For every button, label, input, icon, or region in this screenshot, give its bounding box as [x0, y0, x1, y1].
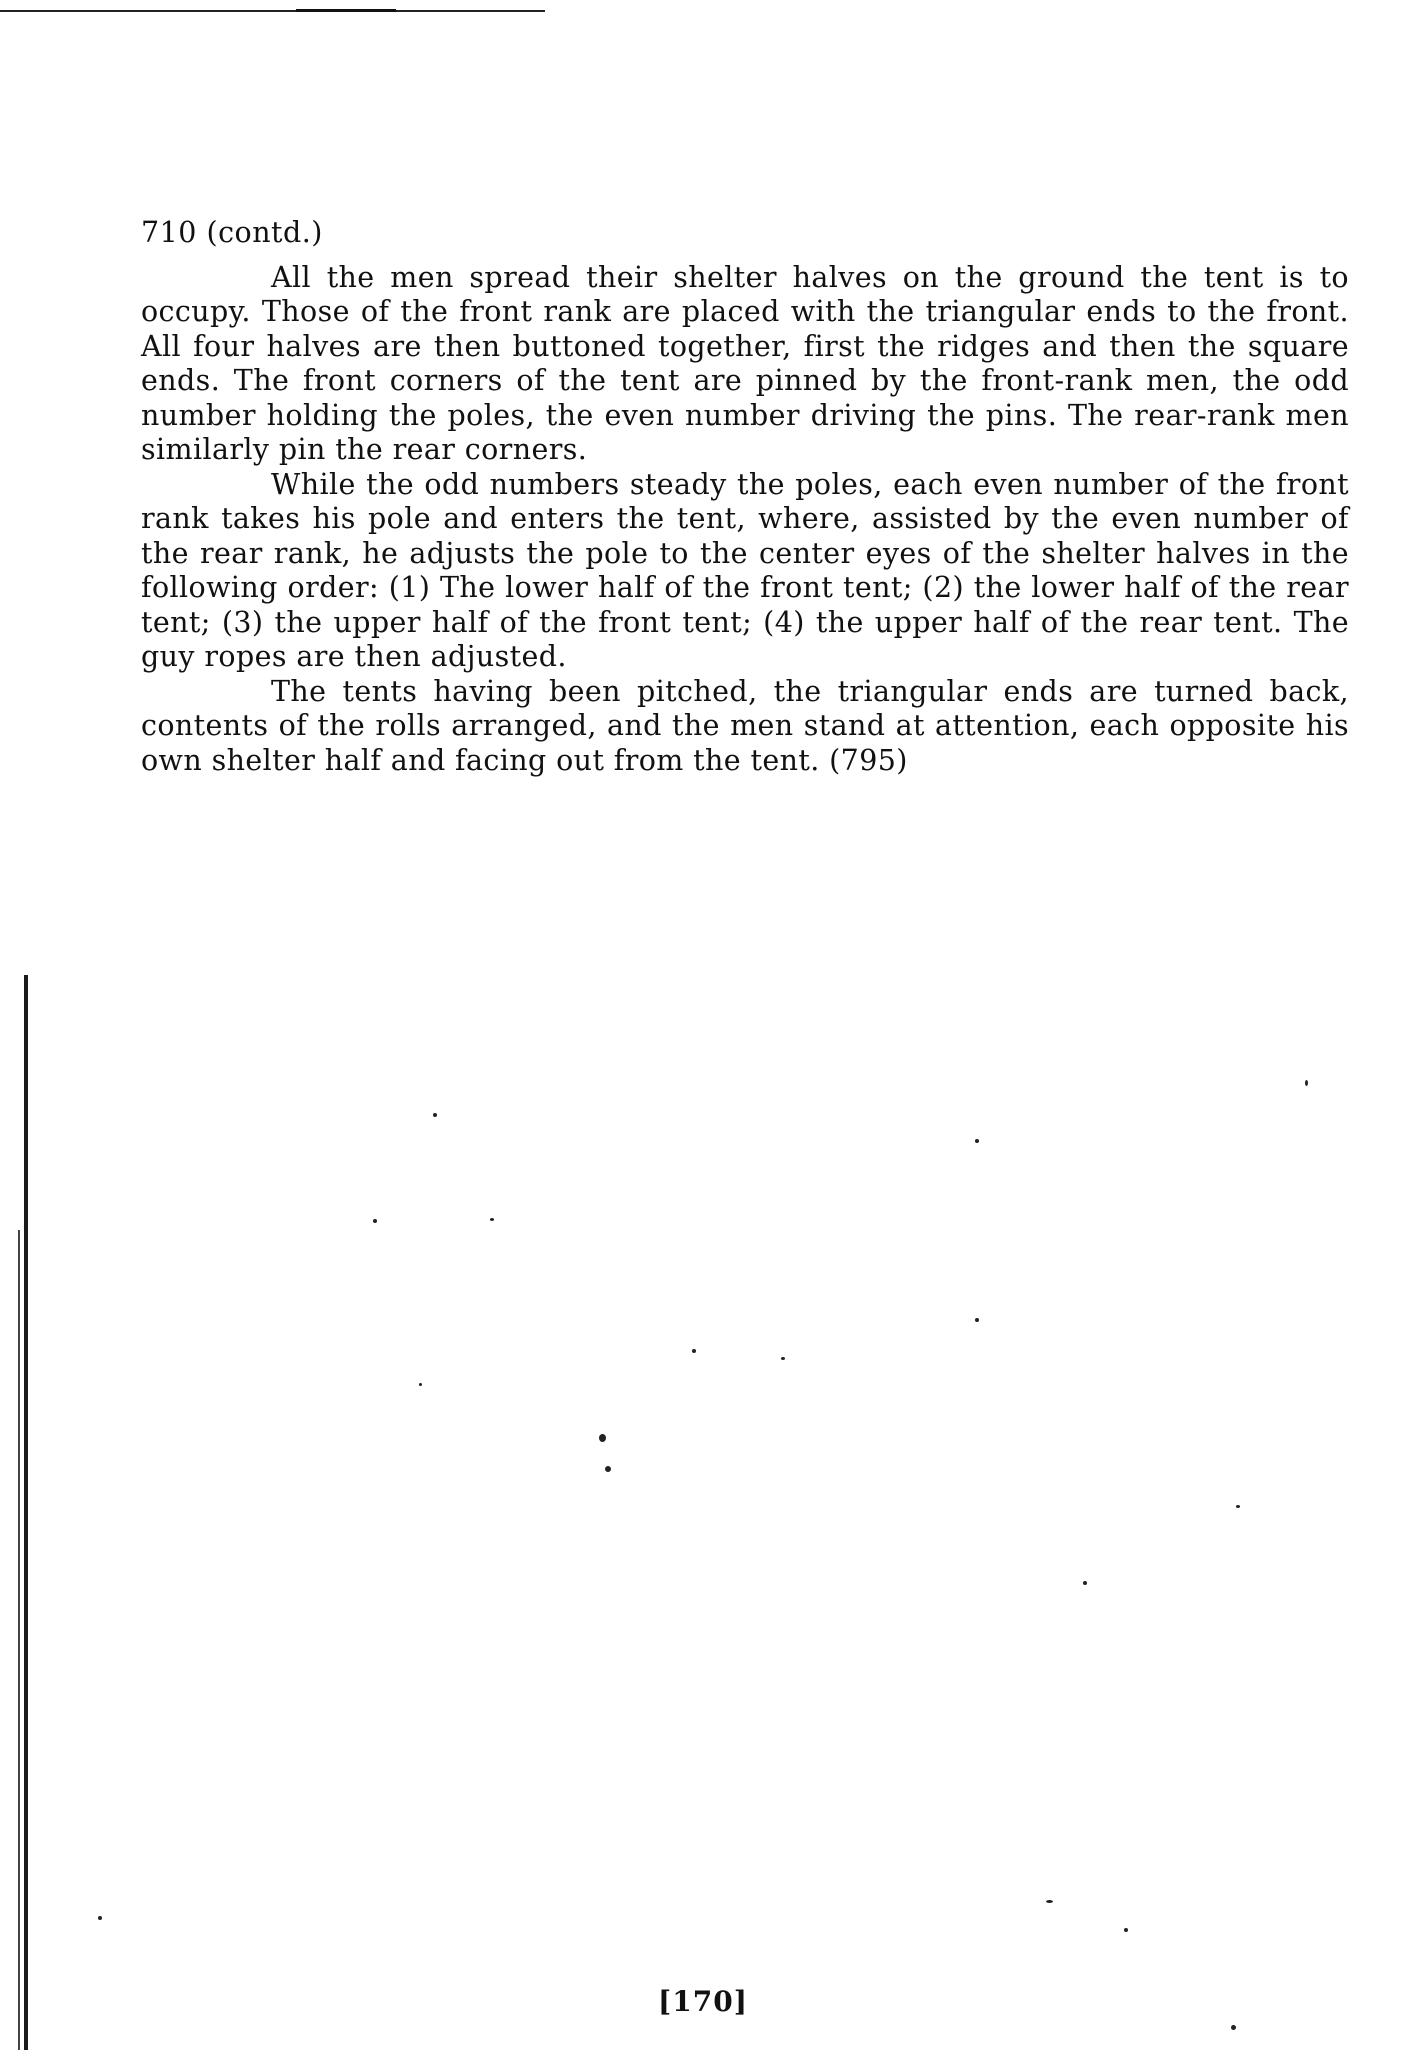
scan-speck	[1124, 1928, 1128, 1932]
top-rule-accent	[296, 9, 396, 12]
scan-speck	[1083, 1581, 1087, 1585]
top-rule	[0, 10, 545, 12]
scan-speck	[419, 1383, 422, 1386]
scan-left-edge	[24, 975, 28, 2050]
scan-speck	[373, 1219, 377, 1223]
page-number: [170]	[658, 1985, 748, 2018]
paragraph-2: While the odd numbers steady the poles, each even number of the front rank takes his pole and enters the tent, where, assisted by the even number of the rear rank, he adjusts the pole to the center eyes of the shelter halves in the following order: (1) The lower half of the front tent; (2) the lower half of the rear tent; (3) the upper half of the front tent; (4) the upper half of the rear tent. The guy ropes are then adjusted.	[141, 467, 1349, 673]
scan-speck	[605, 1466, 611, 1472]
paragraph-3: The tents having been pitched, the triangular ends are turned back, contents of the rolls arranged, and the men stand at attention, each opposite his own shelter half and facing out from the tent. (795)	[141, 674, 1349, 777]
paragraph-1: All the men spread their shelter halves on the ground the tent is to occupy. Those of the front rank are placed with the triangular ends to the front. All four halves are then buttoned together, first the ridges and then the square ends. The front corners of the tent are pinned by the front-rank men, the odd number holding the poles, the even number driving the pins. The rear-rank men similarly pin the rear corners.	[141, 260, 1349, 466]
scan-speck	[1231, 2025, 1236, 2030]
scan-speck	[781, 1357, 785, 1360]
scan-speck	[490, 1218, 494, 1221]
scan-speck	[1305, 1080, 1308, 1086]
scan-speck	[1046, 1900, 1053, 1903]
scan-speck	[433, 1113, 437, 1117]
scan-left-edge-secondary	[18, 1230, 20, 2050]
page-body	[141, 216, 1349, 778]
scan-speck	[975, 1139, 979, 1143]
section-heading: 710 (contd.)	[141, 216, 323, 249]
scan-speck	[975, 1318, 979, 1322]
scan-speck	[98, 1916, 102, 1920]
scan-speck	[1236, 1505, 1240, 1508]
scan-speck	[599, 1434, 606, 1442]
scan-speck	[692, 1349, 696, 1353]
